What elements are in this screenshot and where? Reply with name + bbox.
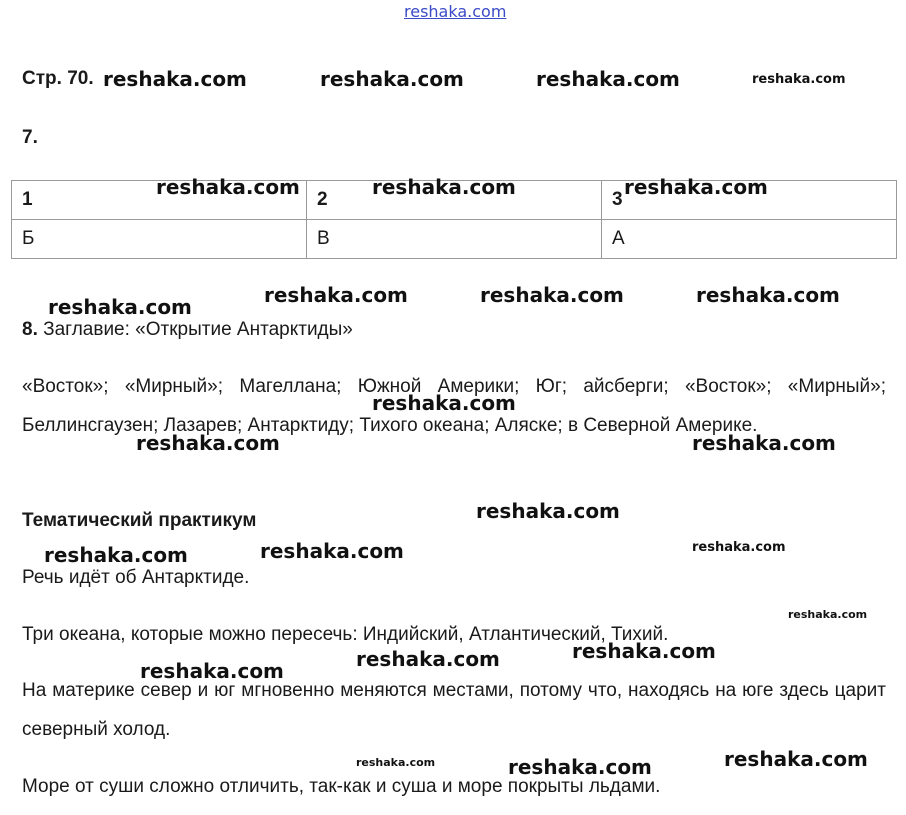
watermark: reshaka.com (260, 539, 404, 563)
watermark: reshaka.com (480, 283, 624, 307)
practicum-line-1: Речь идёт об Антарктиде. (22, 567, 250, 588)
watermark: reshaka.com (356, 647, 500, 671)
practicum-line-3: На материке север и юг мгновенно меняются местами, потому что, находясь на юге здесь царит северный холод. (22, 680, 886, 740)
watermark: reshaka.com (696, 283, 840, 307)
watermark: reshaka.com (372, 391, 516, 415)
watermark: reshaka.com (692, 431, 836, 455)
watermark: reshaka.com (536, 67, 680, 91)
task-7-number: 7. (22, 127, 38, 148)
watermark: reshaka.com (476, 499, 620, 523)
watermark: reshaka.com (356, 756, 436, 769)
task-8-number: 8. (22, 319, 38, 340)
practicum-title: Тематический практикум (22, 510, 257, 531)
watermark: reshaka.com (48, 295, 192, 319)
table-row (12, 220, 897, 259)
watermark: reshaka.com (692, 540, 786, 555)
watermark: reshaka.com (156, 175, 300, 199)
column-1: 1 (12, 181, 307, 220)
watermark: reshaka.com (572, 639, 716, 663)
watermark: reshaka.com (320, 67, 464, 91)
watermark: reshaka.com (372, 175, 516, 199)
answer-1: Б (12, 220, 307, 259)
practicum-line-2: Три океана, которые можно пересечь: Индийский, Атлантический, Тихий. (22, 624, 669, 645)
watermark: reshaka.com (788, 608, 868, 621)
watermark: reshaka.com (508, 755, 652, 779)
watermark: reshaka.com (752, 72, 846, 87)
watermark: reshaka.com (624, 175, 768, 199)
answers-table (11, 180, 897, 259)
watermark: reshaka.com (136, 431, 280, 455)
column-3: 3 (602, 181, 897, 220)
answer-2: В (307, 220, 602, 259)
practicum-line-4: Море от суши сложно отличить, так-как и суша и море покрыты льдами. (22, 776, 661, 797)
watermark: reshaka.com (44, 543, 188, 567)
page-heading (22, 68, 94, 90)
task-8-answer: «Восток»; «Мирный»; Магеллана; Южной Америки; Юг; айсберги; «Восток»; «Мирный»; Беллинсгаузен; Лазарев; Антарктиду; Тихого океана; Аляске; в Северной Америке. (22, 376, 886, 436)
page-label: Стр. 70. (22, 68, 94, 89)
watermark: reshaka.com (140, 659, 284, 683)
task-8-title (22, 319, 353, 341)
column-2: 2 (307, 181, 602, 220)
answer-3: А (602, 220, 897, 259)
site-link[interactable]: reshaka.com (404, 2, 507, 21)
watermark: reshaka.com (724, 747, 868, 771)
table-header-row (12, 181, 897, 220)
task-8-title-text: Заглавие: «Открытие Антарктиды» (43, 319, 353, 340)
watermark: reshaka.com (103, 67, 247, 91)
watermark: reshaka.com (264, 283, 408, 307)
